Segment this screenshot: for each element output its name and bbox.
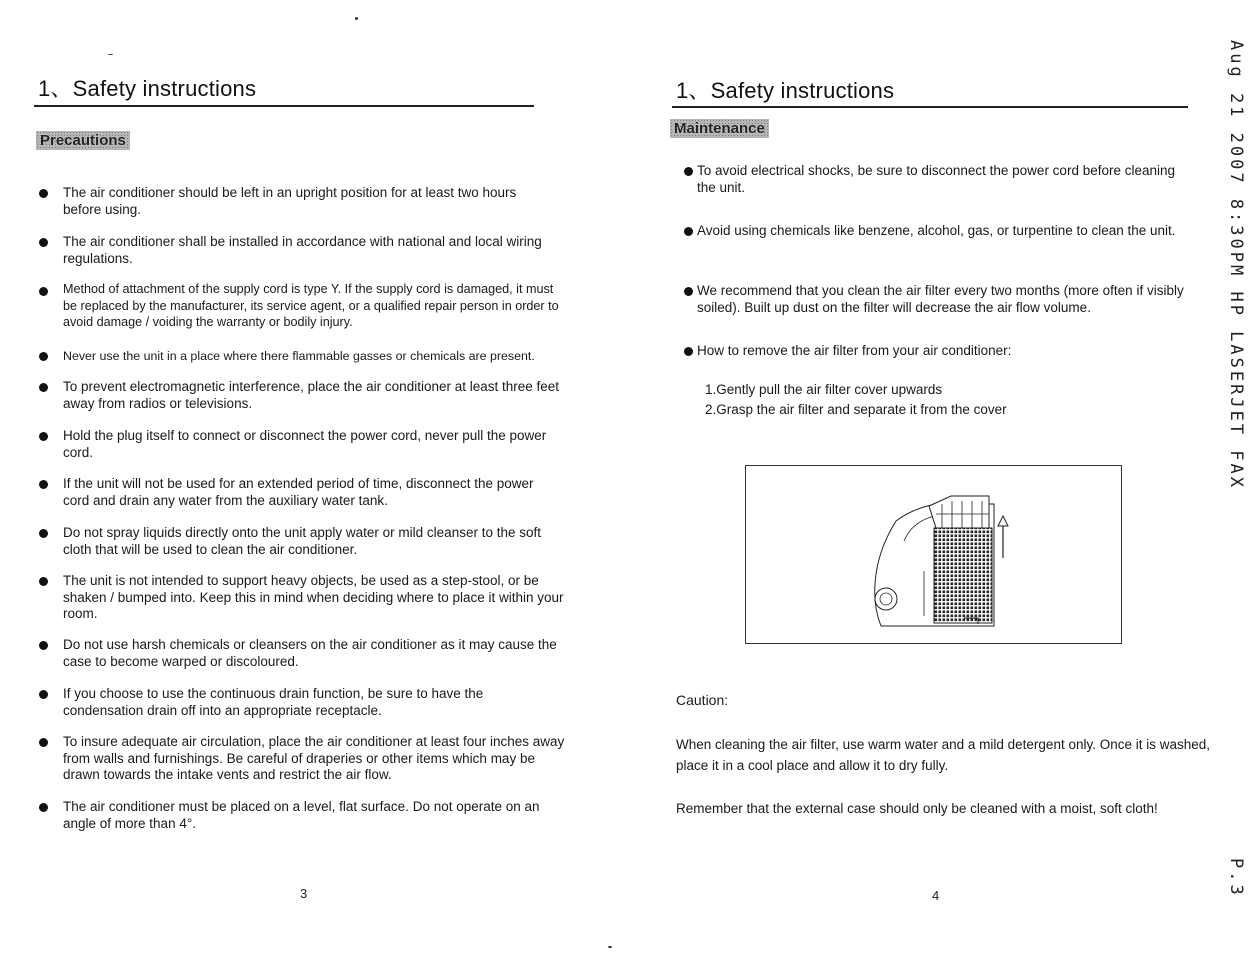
fax-header-stamp: Aug 21 2007 8:30PM HP LASERJET FAX — [1226, 40, 1246, 490]
page-number: 4 — [932, 888, 940, 903]
list-item — [38, 234, 568, 267]
list-item — [38, 799, 573, 832]
list-item-text: Do not spray liquids directly onto the unit apply water or mild cleanser to the soft cloth that will be used to clean the air conditioner. — [63, 525, 541, 557]
list-item-text: The air conditioner must be placed on a level, flat surface. Do not operate on an angle of more than 4°. — [63, 799, 540, 831]
bullet-icon — [39, 189, 48, 198]
section-heading-precautions: Precautions — [36, 131, 130, 150]
filter-steps — [705, 380, 1007, 420]
bullet-icon — [39, 577, 48, 586]
list-item-text: Do not use harsh chemicals or cleansers on the air conditioner as it may cause the case to become warped or discoloured. — [63, 637, 557, 669]
list-item — [683, 223, 1197, 240]
bullet-icon — [39, 803, 48, 812]
list-item — [683, 163, 1197, 196]
list-item — [38, 428, 568, 461]
list-item-text: Avoid using chemicals like benzene, alcohol, gas, or turpentine to clean the unit. — [697, 223, 1176, 238]
right-page — [620, 0, 1220, 954]
bullet-icon — [39, 352, 48, 361]
air-filter-illustration — [745, 465, 1122, 644]
list-item — [38, 637, 563, 670]
list-item-text: If the unit will not be used for an extended period of time, disconnect the power cord and drain any water from the auxiliary water tank. — [63, 476, 534, 508]
bullet-icon — [684, 287, 693, 296]
list-item-text: To prevent electromagnetic interference, place the air conditioner at least three feet away from radios or televisions. — [63, 379, 560, 411]
list-item-text: The air conditioner should be left in an upright position for at least two hours before using. — [63, 185, 517, 217]
title-rule — [34, 105, 534, 107]
bullet-icon — [39, 529, 48, 538]
list-item — [38, 573, 568, 623]
bullet-icon — [684, 167, 693, 176]
left-page — [0, 0, 620, 954]
bullet-icon — [39, 383, 48, 392]
scan-speck — [355, 17, 358, 20]
list-item-text: If you choose to use the continuous drain function, be sure to have the condensation drain off into an appropriate receptacle. — [63, 686, 484, 718]
list-item-text: The unit is not intended to support heavy objects, be used as a step-stool, or be shaken / bumped into. Keep this in mind when deciding where to place it within your room. — [63, 573, 564, 621]
list-item-text: The air conditioner shall be installed in accordance with national and local wiring regulations. — [63, 234, 542, 266]
bullet-icon — [39, 238, 48, 247]
list-item-text: Never use the unit in a place where there flammable gasses or chemicals are present. — [63, 349, 535, 363]
bullet-icon — [684, 227, 693, 236]
list-item — [683, 343, 1197, 360]
title-rule — [672, 106, 1188, 108]
list-item — [38, 525, 563, 558]
page-number: 3 — [300, 886, 308, 901]
page-title: 1、Safety instructions — [676, 78, 895, 103]
list-item-text: To avoid electrical shocks, be sure to disconnect the power cord before cleaning the unit. — [697, 163, 1176, 195]
reminder-text: Remember that the external case should only be cleaned with a moist, soft cloth! — [676, 801, 1158, 816]
scan-speck — [608, 946, 612, 948]
bullet-icon — [39, 690, 48, 699]
caution-text: When cleaning the air filter, use warm water and a mild detergent only. Once it is washed, place it in a cool place and allow it to dry fully. — [676, 737, 1211, 773]
section-heading-maintenance: Maintenance — [670, 119, 769, 138]
list-item-text: To insure adequate air circulation, place the air conditioner at least four inches away from walls and furnishings. Be careful of draperies or other items which may be drawn towards the intake vents and restrict the air flow. — [63, 734, 565, 782]
bullet-icon — [684, 347, 693, 356]
list-item — [38, 281, 568, 331]
air-conditioner-filter-drawing — [746, 466, 1121, 643]
bullet-icon — [39, 287, 48, 296]
bullet-icon — [39, 480, 48, 489]
fax-page-number: P.3 — [1226, 858, 1246, 898]
list-item — [683, 283, 1227, 316]
list-item-text: Method of attachment of the supply cord is type Y. If the supply cord is damaged, it must be replaced by the manufacturer, its service agent, or a qualified repair person in order to avoid damage / voiding the warranty or bodily injury. — [63, 282, 559, 329]
list-item — [38, 185, 543, 218]
bullet-icon — [39, 432, 48, 441]
list-item-text: Hold the plug itself to connect or disconnect the power cord, never pull the power cord. — [63, 428, 547, 460]
step-item: 2.Grasp the air filter and separate it from the cover — [705, 402, 1007, 417]
list-item — [38, 686, 558, 719]
page-title: 1、Safety instructions — [38, 76, 257, 101]
caution-label: Caution: — [676, 692, 729, 708]
bullet-icon — [39, 641, 48, 650]
list-item — [38, 734, 575, 784]
list-item-text: We recommend that you clean the air filter every two months (more often if visibly soiled). Built up dust on the filter will decrease the air flow volume. — [697, 283, 1184, 315]
bullet-icon — [39, 738, 48, 747]
list-item-text: How to remove the air filter from your air conditioner: — [697, 343, 1012, 358]
scan-speck — [108, 54, 113, 55]
list-item — [38, 379, 568, 412]
list-item — [38, 348, 593, 365]
list-item — [38, 476, 558, 509]
step-item: 1.Gently pull the air filter cover upwards — [705, 382, 943, 397]
